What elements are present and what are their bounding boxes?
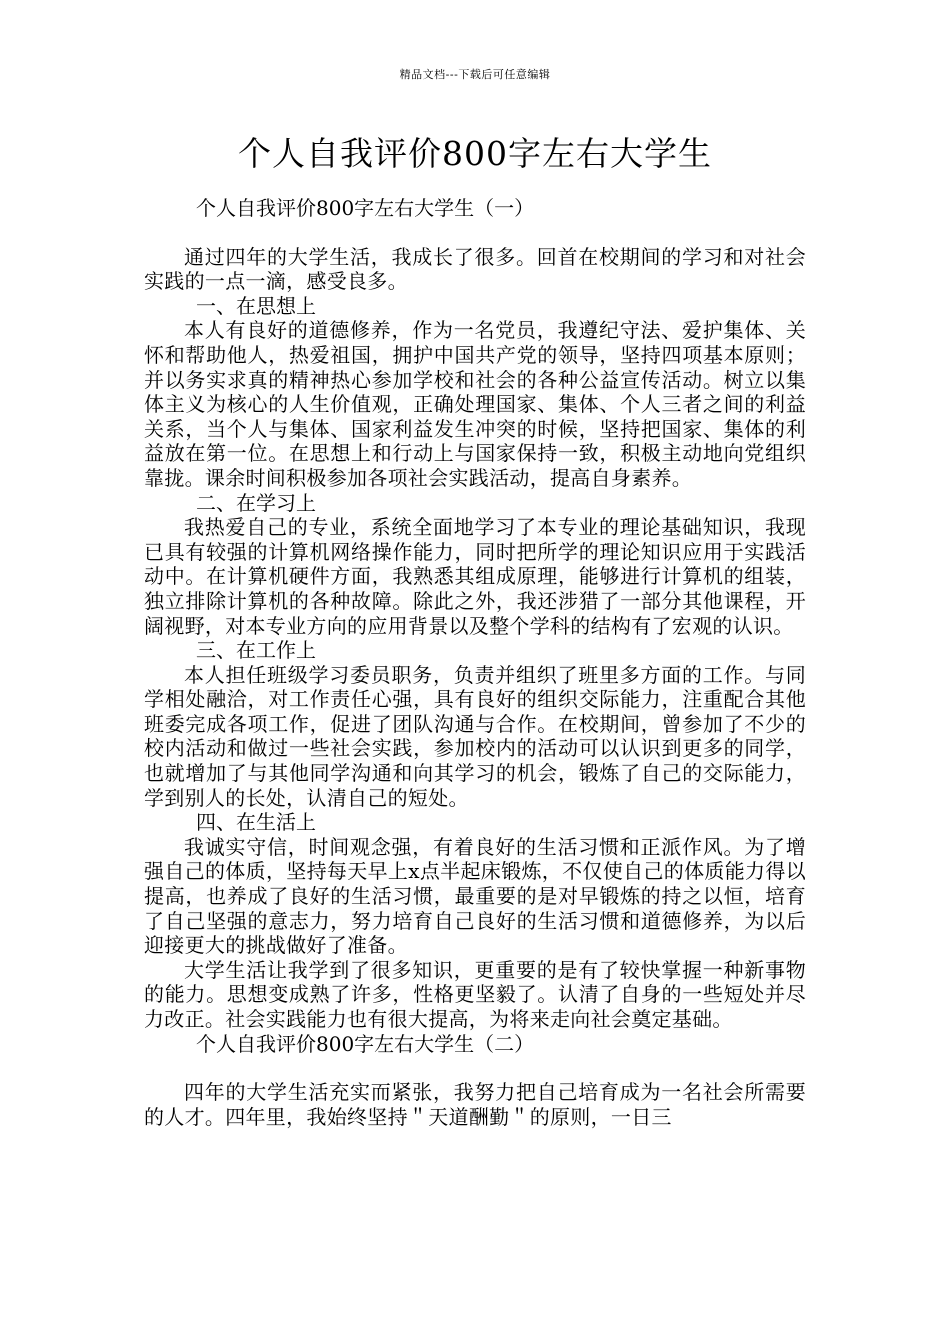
subtitle-part-1: 个人自我评价800字左右大学生（一） <box>196 196 535 220</box>
intro-paragraph: 通过四年的大学生活，我成长了很多。回首在校期间的学习和对社会实践的一点一滴，感受良多。 <box>144 244 806 294</box>
document-body <box>144 196 806 1129</box>
section-4-title: 四、在生活上 <box>196 810 316 835</box>
section-4-paragraph: 我诚实守信，时间观念强，有着良好的生活习惯和正派作风。为了增强自己的体质，坚持每天早上x点半起床锻炼，不仅使自己的体质能力得以提高，也养成了良好的生活习惯，最重要的是对早锻炼的持之以恒，培育了自己坚强的意志力，努力培育自己良好的生活习惯和道德修养，为以后迎接更大的挑战做好了准备。 <box>144 834 806 958</box>
section-2-title: 二、在学习上 <box>196 490 316 515</box>
section-3-paragraph: 本人担任班级学习委员职务，负责并组织了班里多方面的工作。与同学相处融洽，对工作责任心强，具有良好的组织交际能力，注重配合其他班委完成各项工作，促进了团队沟通与合作。在校期间，曾参加了不少的校内活动和做过一些社会实践，参加校内的活动可以认识到更多的同学，也就增加了与其他同学沟通和向其学习的机会，锻炼了自己的交际能力，学到别人的长处，认清自己的短处。 <box>144 662 806 810</box>
header-note: 精品文档---下载后可任意编辑 <box>399 68 551 81</box>
section-1-title: 一、在思想上 <box>196 293 316 318</box>
section-3-title: 三、在工作上 <box>196 638 316 663</box>
spacer <box>144 221 806 245</box>
section-1-paragraph: 本人有良好的道德修养，作为一名党员，我遵纪守法、爱护集体、关怀和帮助他人，热爱祖国，拥护中国共产党的领导，坚持四项基本原则；并以务实求真的精神热心参加学校和社会的各种公益宣传活动。树立以集体主义为核心的人生价值观，正确处理国家、集体、个人三者之间的利益关系，当个人与集体、国家利益发生冲突的时候，坚持把国家、集体的利益放在第一位。在思想上和行动上与国家保持一致，积极主动地向党组织靠拢。课余时间积极参加各项社会实践活动，提高自身素养。 <box>144 318 806 490</box>
part-2-paragraph: 四年的大学生活充实而紧张，我努力把自己培育成为一名社会所需要的人才。四年里，我始终坚持＂天道酬勤＂的原则，一日三 <box>144 1080 806 1129</box>
subtitle-part-2: 个人自我评价800字左右大学生（二） <box>196 1031 535 1056</box>
document-title: 个人自我评价800字左右大学生 <box>238 134 712 173</box>
spacer <box>144 1056 806 1080</box>
section-2-paragraph: 我热爱自己的专业，系统全面地学习了本专业的理论基础知识，我现已具有较强的计算机网络操作能力，同时把所学的理论知识应用于实践活动中。在计算机硬件方面，我熟悉其组成原理，能够进行计算机的组装，独立排除计算机的各种故障。除此之外，我还涉猎了一部分其他课程，开阔视野，对本专业方向的应用背景以及整个学科的结构有了宏观的认识。 <box>144 515 806 638</box>
conclusion-paragraph: 大学生活让我学到了很多知识，更重要的是有了较快掌握一种新事物的能力。思想变成熟了许多，性格更坚毅了。认清了自身的一些短处并尽力改正。社会实践能力也有很大提高，为将来走向社会奠定基础。 <box>144 957 806 1031</box>
